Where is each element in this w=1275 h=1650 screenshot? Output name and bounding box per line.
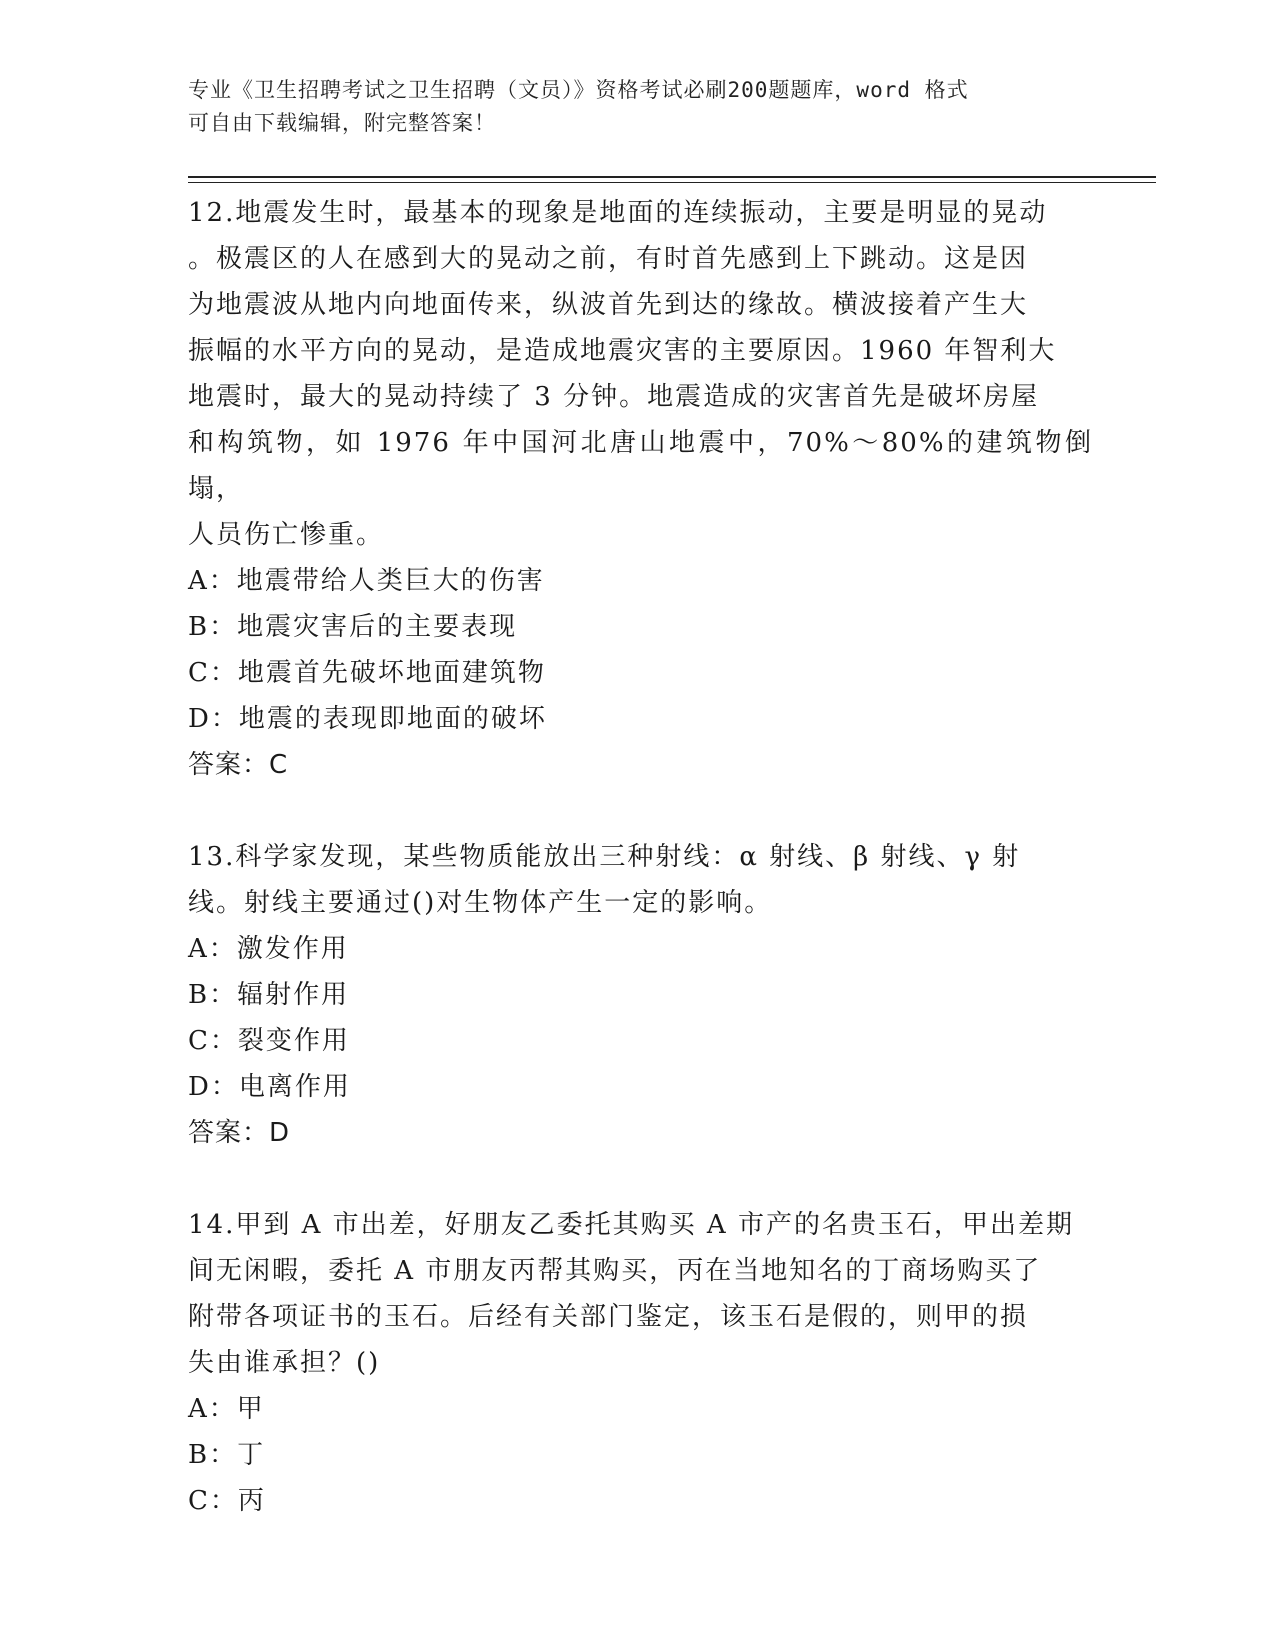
question-stem-line: 。极震区的人在感到大的晃动之前，有时首先感到上下跳动。这是因 [188,244,1029,274]
option-c: C：丙 [188,1486,266,1516]
question-stem-line: 人员伤亡惨重。 [188,520,385,550]
answer-label: 答案：D [188,1118,291,1148]
question-stem-line: 12.地震发生时，最基本的现象是地面的连续振动，主要是明显的晃动 [188,198,1048,228]
question-stem-line: 附带各项证书的玉石。后经有关部门鉴定，该玉石是假的，则甲的损 [188,1302,1029,1332]
question-stem-line: 13.科学家发现，某些物质能放出三种射线：α 射线、β 射线、γ 射 [188,842,1021,872]
option-c: C：地震首先破坏地面建筑物 [188,658,546,688]
header-line-2: 可自由下载编辑，附完整答案！ [188,111,496,135]
question-stem-line: 振幅的水平方向的晃动，是造成地震灾害的主要原因。1960 年智利大 [188,336,1057,366]
question-stem-line: 间无闲暇，委托 A 市朋友丙帮其购买，丙在当地知名的丁商场购买了 [188,1256,1042,1286]
option-d: D：地震的表现即地面的破坏 [188,704,547,734]
option-b: B：丁 [188,1440,266,1470]
question-12 [188,190,1093,788]
option-a: A：甲 [188,1394,265,1424]
header-rule-thin [188,182,1156,183]
question-stem-line: 线。射线主要通过()对生物体产生一定的影响。 [188,888,773,918]
option-d: D：电离作用 [188,1072,351,1102]
option-c: C：裂变作用 [188,1026,350,1056]
question-stem-line: 地震时，最大的晃动持续了 3 分钟。地震造成的灾害首先是破坏房屋 [188,382,1040,412]
question-13 [188,834,1093,1156]
header-rule-thick [188,176,1156,178]
question-stem-line: 14.甲到 A 市出差，好朋友乙委托其购买 A 市产的名贵玉石，甲出差期 [188,1210,1074,1240]
option-b: B：辐射作用 [188,980,350,1010]
option-a: A：激发作用 [188,934,349,964]
question-stem-line: 失由谁承担？() [188,1348,381,1378]
option-a: A：地震带给人类巨大的伤害 [188,566,545,596]
question-stem-line: 为地震波从地内向地面传来，纵波首先到达的缘故。横波接着产生大 [188,290,1029,320]
page-header [188,74,1068,140]
header-line-1: 专业《卫生招聘考试之卫生招聘（文员）》资格考试必刷200题题库，word 格式 [188,78,969,102]
answer-label: 答案：C [188,750,289,780]
question-list [188,190,1093,1570]
option-b: B：地震灾害后的主要表现 [188,612,518,642]
question-14 [188,1202,1093,1524]
question-stem-line: 和构筑物，如 1976 年中国河北唐山地震中，70%～80%的建筑物倒塌， [188,428,1093,504]
